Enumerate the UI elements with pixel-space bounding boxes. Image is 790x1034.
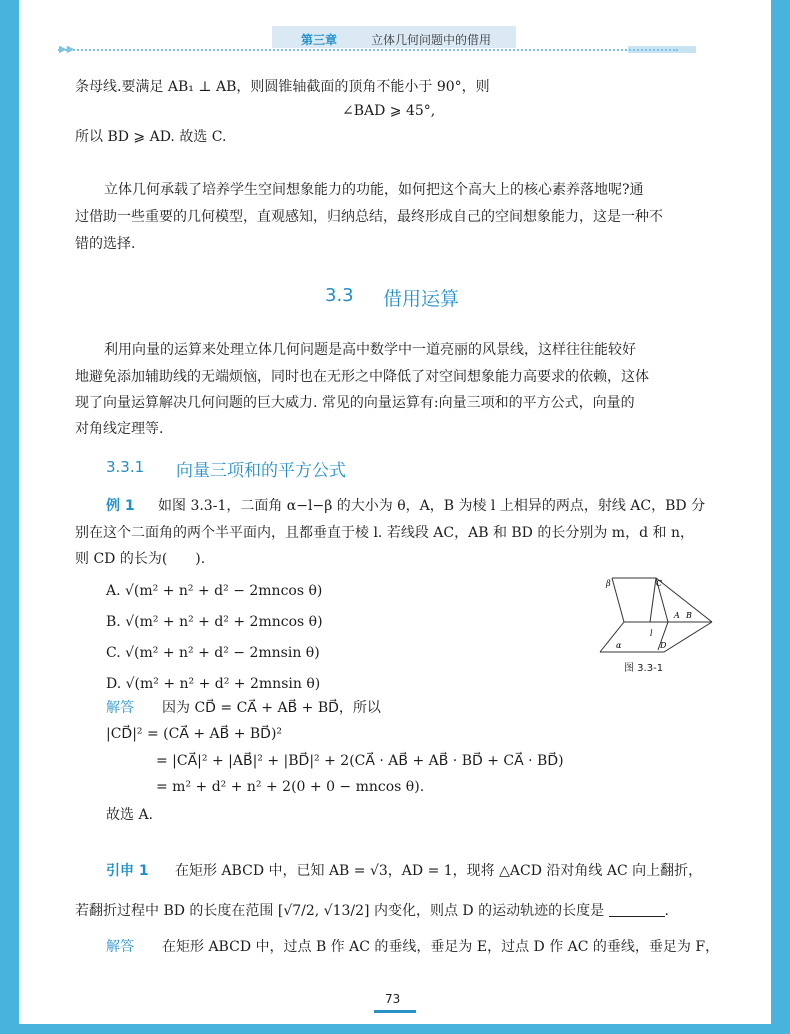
solution-label: 解答 bbox=[106, 939, 134, 955]
label-beta: β bbox=[606, 579, 611, 588]
solution-line: 因为 CD⃗ = CA⃗ + AB⃗ + BD⃗，所以 bbox=[162, 700, 381, 716]
extension-text: 若翻折过程中 BD 的长度在范围 [√7/2, √13/2] 内变化，则点 D 的运动轨迹的长度是 bbox=[75, 903, 605, 919]
page-number-underline bbox=[374, 1010, 416, 1013]
section-title: 借用运算 bbox=[383, 288, 460, 310]
text-line: 在矩形 ABCD 中，已知 AB = √3，AD = 1，现将 △ACD 沿对角线 AC 向上翻折， bbox=[175, 863, 703, 879]
section-number: 3.3 bbox=[325, 285, 354, 306]
label-alpha: α bbox=[616, 641, 622, 650]
text-line: 现了向量运算解决几何问题的巨大威力. 常见的向量运算有:向量三项和的平方公式，向量的 bbox=[75, 395, 635, 411]
dihedral-angle-figure bbox=[598, 576, 714, 654]
solution-line: = |CA⃗|² + |AB⃗|² + |BD⃗|² + 2(CA⃗ · AB⃗ + AB⃗ · BD⃗ + CA⃗ · BD⃗) bbox=[156, 753, 564, 769]
extension-label: 引申 1 bbox=[106, 863, 149, 879]
option-c: C. √(m² + n² + d² − 2mnsin θ) bbox=[106, 645, 320, 661]
extension-end: . bbox=[664, 903, 669, 919]
formula-line: ∠BAD ⩾ 45°, bbox=[342, 103, 436, 119]
text-line: 错的选择. bbox=[75, 236, 136, 252]
chapter-title: 立体几何问题中的借用 bbox=[371, 33, 492, 47]
solution-line: 故选 A. bbox=[106, 807, 154, 823]
text-line: 别在这个二面角的两个半平面内，且都垂直于棱 l. 若线段 AC，AB 和 BD 的长分别为 m，d 和 n， bbox=[75, 525, 694, 541]
header-arrow-icon: ▶▶ bbox=[59, 44, 75, 55]
answer-blank bbox=[609, 902, 665, 917]
label-a: A bbox=[674, 611, 680, 620]
text-line: 如图 3.3-1，二面角 α−l−β 的大小为 θ，A，B 为棱 l 上相异的两点，射线 AC，BD 分 bbox=[158, 498, 706, 514]
option-a: A. √(m² + n² + d² − 2mncos θ) bbox=[106, 583, 323, 599]
solution-line: = m² + d² + n² + 2(0 + 0 − mncos θ). bbox=[156, 779, 425, 795]
page-number: 73 bbox=[385, 992, 401, 1006]
figure-caption: 图 3.3-1 bbox=[624, 663, 664, 674]
text-line: 则 CD 的长为( ). bbox=[75, 551, 206, 567]
text-line: 所以 BD ⩾ AD. 故选 C. bbox=[75, 129, 227, 145]
text-line: 过借助一些重要的几何模型，直观感知，归纳总结，最终形成自己的空间想象能力，这是一种不 bbox=[75, 209, 663, 225]
subsection-number: 3.3.1 bbox=[106, 458, 145, 476]
label-c: C bbox=[656, 579, 663, 588]
text-line bbox=[75, 902, 669, 920]
text-line: 地避免添加辅助线的无端烦恼，同时也在无形之中降低了对空间想象能力高要求的依赖，这体 bbox=[75, 369, 649, 385]
header-dotted-rule bbox=[58, 49, 678, 51]
solution-line: 在矩形 ABCD 中，过点 B 作 AC 的垂线，垂足为 E，过点 D 作 AC 的垂线，垂足为 F， bbox=[162, 939, 720, 955]
label-l: l bbox=[650, 629, 653, 638]
text-line: 对角线定理等. bbox=[75, 421, 164, 437]
subsection-title: 向量三项和的平方公式 bbox=[176, 461, 346, 481]
option-d: D. √(m² + n² + d² + 2mnsin θ) bbox=[106, 676, 321, 692]
text-line: 利用向量的运算来处理立体几何问题是高中数学中一道亮丽的风景线，这样往往能较好 bbox=[104, 342, 636, 358]
example-label: 例 1 bbox=[106, 498, 135, 514]
text-line: 条母线.要满足 AB₁ ⊥ AB，则圆锥轴截面的顶角不能小于 90°，则 bbox=[75, 79, 490, 95]
solution-label: 解答 bbox=[106, 700, 134, 716]
label-b: B bbox=[686, 611, 692, 620]
label-d: D bbox=[660, 641, 667, 650]
solution-line: |CD⃗|² = (CA⃗ + AB⃗ + BD⃗)² bbox=[106, 726, 283, 742]
chapter-label: 第三章 bbox=[301, 33, 338, 47]
option-b: B. √(m² + n² + d² + 2mncos θ) bbox=[106, 614, 323, 630]
text-line: 立体几何承载了培养学生空间想象能力的功能，如何把这个高大上的核心素养落地呢?通 bbox=[104, 182, 644, 198]
